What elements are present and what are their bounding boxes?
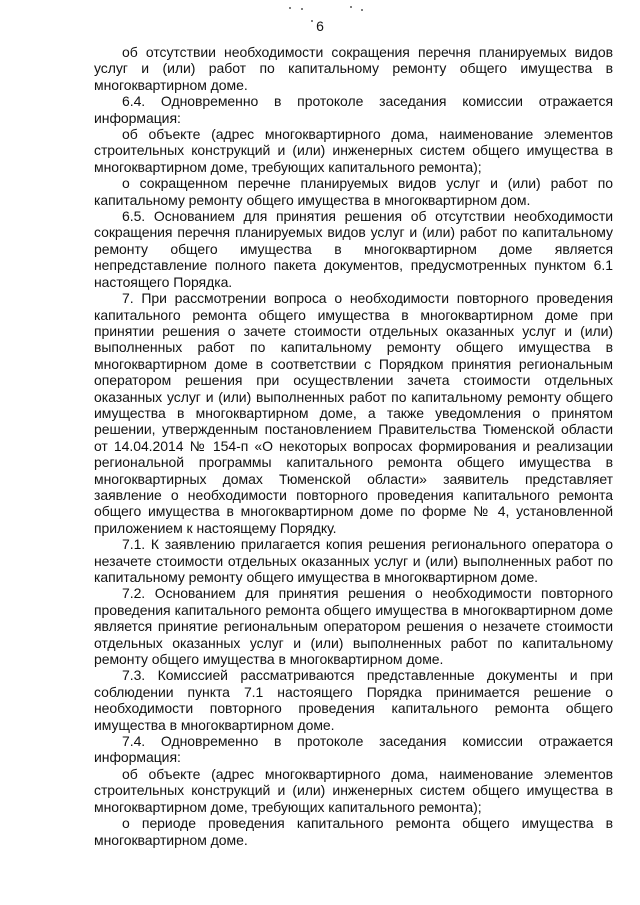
paragraph-6-4: 6.4. Одновременно в протоколе заседания комиссии отражается информация: <box>94 93 613 126</box>
paragraph-object-info-2: об объекте (адрес многоквартирного дома, наименование элементов строительных конструкций и (или) инженерных систем общего имущества в многоквартирном доме, требующих капитального ремонта); <box>94 765 613 815</box>
paragraph-7-1: 7.1. К заявлению прилагается копия решения регионального оператора о незачете стоимости отдельных оказанных услуг и (или) выполненных работ по капитальному ремонту общего имущества в многоквартирном доме. <box>94 536 613 585</box>
paragraph-7: 7. При рассмотрении вопроса о необходимости повторного проведения капитального ремонта общего имущества в многоквартирном доме при принятии решения о зачете стоимости отдельных оказанных услуг и (или) выполненных работ по капитальному ремонту общего имущества в многоквартирном доме в соответствии с Порядком принятия региональным оператором решения при осуществлении зачета стоимости отдельных оказанных услуг и (или) выполненных работ по капитальному ремонту общего имущества в многоквартирном доме, а также уведомления о принятом решении, утвержденным постановлением Правительства Тюменской области от 14.04.2014 № 154-п «О некоторых вопросах формирования и реализации региональной программы капитального ремонта общего имущества в многоквартирных домах Тюменской области» заявитель представляет заявление о необходимости повторного проведения капитального ремонта общего имущества в многоквартирном доме по форме № 4, установленной приложением к настоящему Порядку. <box>94 290 613 536</box>
paragraph-repair-period: о периоде проведения капитального ремонта общего имущества в многоквартирном доме. <box>94 815 613 848</box>
paragraph-7-2: 7.2. Основанием для принятия решения о необходимости повторного проведения капитального ремонта общего имущества в многоквартирном доме является принятие региональным оператором решения о незачете стоимости отдельных оказанных услуг и (или) выполненных работ по капитальному ремонту общего имущества в многоквартирном доме. <box>94 585 613 668</box>
scan-speck <box>361 9 363 11</box>
page-number: 6 <box>316 18 324 34</box>
document-body <box>94 44 613 848</box>
paragraph-object-info: об объекте (адрес многоквартирного дома, наименование элементов строительных конструкций и (или) инженерных систем общего имущества в многоквартирном доме, требующих капитального ремонта); <box>94 126 613 175</box>
scan-speck <box>289 7 291 9</box>
paragraph-continuation: об отсутствии необходимости сокращения перечня планируемых видов услуг и (или) работ по капитальному ремонту общего имущества в многоквартирном доме. <box>94 44 613 93</box>
paragraph-reduced-list: о сокращенном перечне планируемых видов услуг и (или) работ по капитальному ремонту общего имущества в многоквартирном дом. <box>94 175 613 208</box>
paragraph-6-5: 6.5. Основанием для принятия решения об отсутствии необходимости сокращения перечня планируемых видов услуг и (или) работ по капитальному ремонту общего имущества в многоквартирном доме является непредставление полного пакета документов, предусмотренных пунктом 6.1 настоящего Порядка. <box>94 208 613 290</box>
paragraph-7-3: 7.3. Комиссией рассматриваются представленные документы и при соблюдении пункта 7.1 настоящего Порядка принимается решение о необходимости повторного проведения капитального ремонта общего имущества в многоквартирном доме. <box>94 667 613 733</box>
scan-speck <box>301 8 303 10</box>
paragraph-7-4: 7.4. Одновременно в протоколе заседания комиссии отражается информация: <box>94 733 613 766</box>
scan-speck <box>350 6 352 8</box>
